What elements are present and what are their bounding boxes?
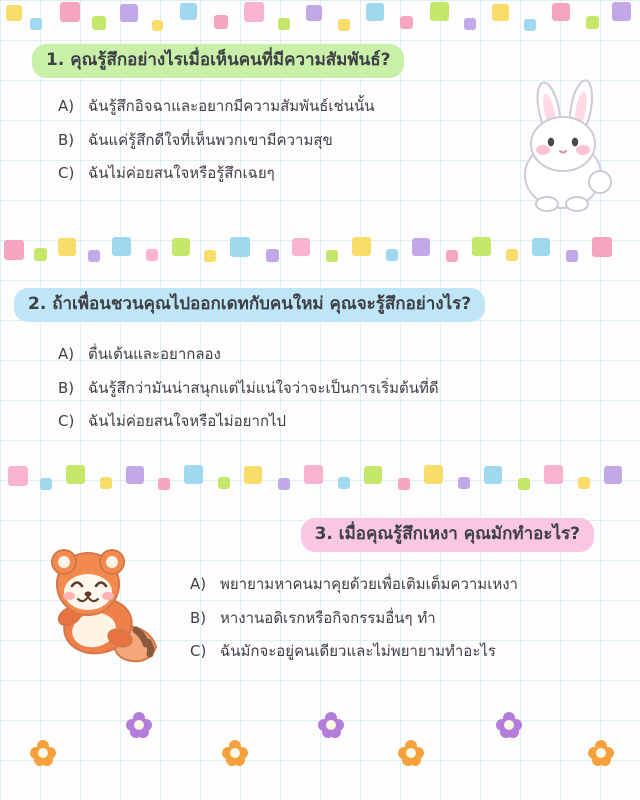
choice-item[interactable] (58, 163, 500, 183)
confetti-square (484, 466, 502, 484)
confetti-square (100, 477, 112, 489)
choice-item[interactable] (190, 574, 616, 594)
bunny-icon (505, 78, 620, 213)
confetti-square (398, 478, 410, 490)
confetti-square (4, 240, 24, 260)
confetti-square (412, 238, 430, 256)
confetti-square (472, 237, 491, 256)
confetti-square (604, 466, 622, 484)
confetti-square (66, 465, 85, 484)
choice-item[interactable] (58, 130, 500, 150)
flower-center (504, 720, 514, 730)
confetti-square (592, 237, 612, 257)
confetti-square (366, 3, 384, 21)
flower-icon (126, 712, 152, 738)
confetti-square (612, 2, 631, 21)
flower-center (38, 748, 48, 758)
confetti-square (158, 478, 170, 490)
confetti-square (544, 465, 563, 484)
choice-text: หางานอดิเรกหรือกิจกรรมอื่นๆ ทำ (220, 608, 436, 627)
confetti-square (352, 237, 371, 256)
confetti-square (126, 466, 144, 484)
confetti-square (244, 2, 264, 22)
question-block-2 (0, 288, 640, 444)
choice-label: C) (58, 163, 75, 182)
confetti-square (430, 2, 449, 21)
choice-item[interactable] (58, 378, 600, 398)
choice-label: B) (58, 130, 75, 149)
confetti-square (326, 250, 338, 262)
choice-label: A) (190, 575, 207, 594)
confetti-square (458, 477, 470, 489)
confetti-square (518, 478, 530, 490)
confetti-square (152, 20, 163, 31)
flower-icon (398, 740, 424, 766)
question-title-row-2 (0, 288, 640, 322)
confetti-square (338, 19, 350, 31)
flower-icon (222, 740, 248, 766)
choice-label: A) (58, 345, 75, 364)
confetti-square (58, 238, 76, 256)
flower-center (326, 720, 336, 730)
confetti-square (30, 18, 42, 30)
confetti-square (120, 4, 138, 22)
flower-center (596, 748, 606, 758)
choice-text: ฉันไม่ค่อยสนใจหรือรู้สึกเฉยๆ (88, 163, 275, 182)
confetti-square (446, 250, 458, 262)
confetti-square (506, 249, 518, 261)
confetti-square (292, 238, 310, 256)
confetti-square (244, 466, 262, 484)
confetti-square (88, 250, 100, 262)
confetti-square (266, 249, 279, 262)
confetti-square (386, 249, 398, 261)
flower-center (230, 748, 240, 758)
confetti-square (40, 478, 52, 490)
choice-label: B) (58, 378, 75, 397)
confetti-square (278, 18, 290, 30)
choice-label: C) (58, 411, 75, 430)
confetti-square (586, 16, 599, 29)
confetti-square (146, 249, 158, 261)
confetti-square (6, 5, 22, 21)
confetti-square (92, 16, 106, 30)
confetti-square (400, 16, 413, 29)
confetti-square (34, 248, 47, 261)
confetti-square (304, 465, 323, 484)
question-title-1: 1. คุณรู้สึกอย่างไรเมื่อเห็นคนที่มีความสัมพันธ์? (32, 44, 404, 78)
confetti-square (424, 465, 443, 484)
confetti-square (230, 237, 250, 257)
confetti-strip-top (0, 0, 640, 40)
question-title-2: 2. ถ้าเพื่อนชวนคุณไปออกเดทกับคนใหม่ คุณจะรู้สึกอย่างไร? (14, 288, 485, 322)
red-panda-icon (36, 530, 171, 675)
confetti-square (8, 466, 28, 486)
confetti-square (532, 238, 550, 256)
flower-icon (318, 712, 344, 738)
choice-label: C) (190, 641, 207, 660)
confetti-square (112, 237, 131, 256)
confetti-strip-middle-1 (0, 232, 640, 272)
confetti-square (180, 3, 197, 20)
choice-text: ฉันไม่ค่อยสนใจหรือไม่อยากไป (88, 411, 287, 430)
choice-item[interactable] (58, 344, 600, 364)
flower-icon (496, 712, 522, 738)
choice-item[interactable] (190, 608, 616, 628)
flower-icon (588, 740, 614, 766)
confetti-square (184, 465, 203, 484)
flower-center (134, 720, 144, 730)
confetti-square (566, 250, 578, 262)
confetti-square (524, 19, 536, 31)
question-title-3: 3. เมื่อคุณรู้สึกเหงา คุณมักทำอะไร? (301, 518, 594, 552)
choice-item[interactable] (58, 96, 500, 116)
choice-label: B) (190, 608, 207, 627)
red-panda-illustration (36, 530, 171, 675)
confetti-square (172, 238, 190, 256)
confetti-square (214, 15, 228, 29)
confetti-square (338, 477, 350, 489)
confetti-square (218, 477, 230, 489)
choice-text: ตื่นเต้นและอยากลอง (88, 345, 221, 364)
confetti-square (578, 477, 590, 489)
choice-text: ฉันรู้สึกอิจฉาและอยากมีความสัมพันธ์เช่นนั้น (88, 97, 375, 116)
confetti-square (364, 466, 382, 484)
choice-list-2 (0, 344, 640, 431)
choice-item[interactable] (58, 411, 600, 431)
confetti-square (306, 5, 322, 21)
confetti-square (552, 3, 570, 21)
confetti-square (278, 478, 290, 490)
question-title-row-1 (0, 44, 640, 78)
choice-text: ฉันแค่รู้สึกดีใจที่เห็นพวกเขามีความสุข (88, 130, 333, 149)
choice-label: A) (58, 97, 75, 116)
flower-center (406, 748, 416, 758)
bunny-illustration (505, 78, 620, 213)
choice-text: ฉันมักจะอยู่คนเดียวและไม่พยายามทำอะไร (220, 641, 496, 660)
choice-item[interactable] (190, 641, 616, 661)
confetti-strip-middle-2 (0, 460, 640, 500)
confetti-square (492, 4, 509, 21)
flower-icon (30, 740, 56, 766)
choice-text: พยายามหาคนมาคุยด้วยเพื่อเติมเต็มความเหงา (220, 575, 518, 594)
flower-row-bottom (0, 712, 640, 752)
confetti-square (464, 18, 476, 30)
choice-text: ฉันรู้สึกว่ามันน่าสนุกแต่ไม่แน่ใจว่าจะเป็นการเริ่มต้นที่ดี (88, 378, 439, 397)
confetti-square (204, 250, 216, 262)
confetti-square (60, 2, 80, 22)
